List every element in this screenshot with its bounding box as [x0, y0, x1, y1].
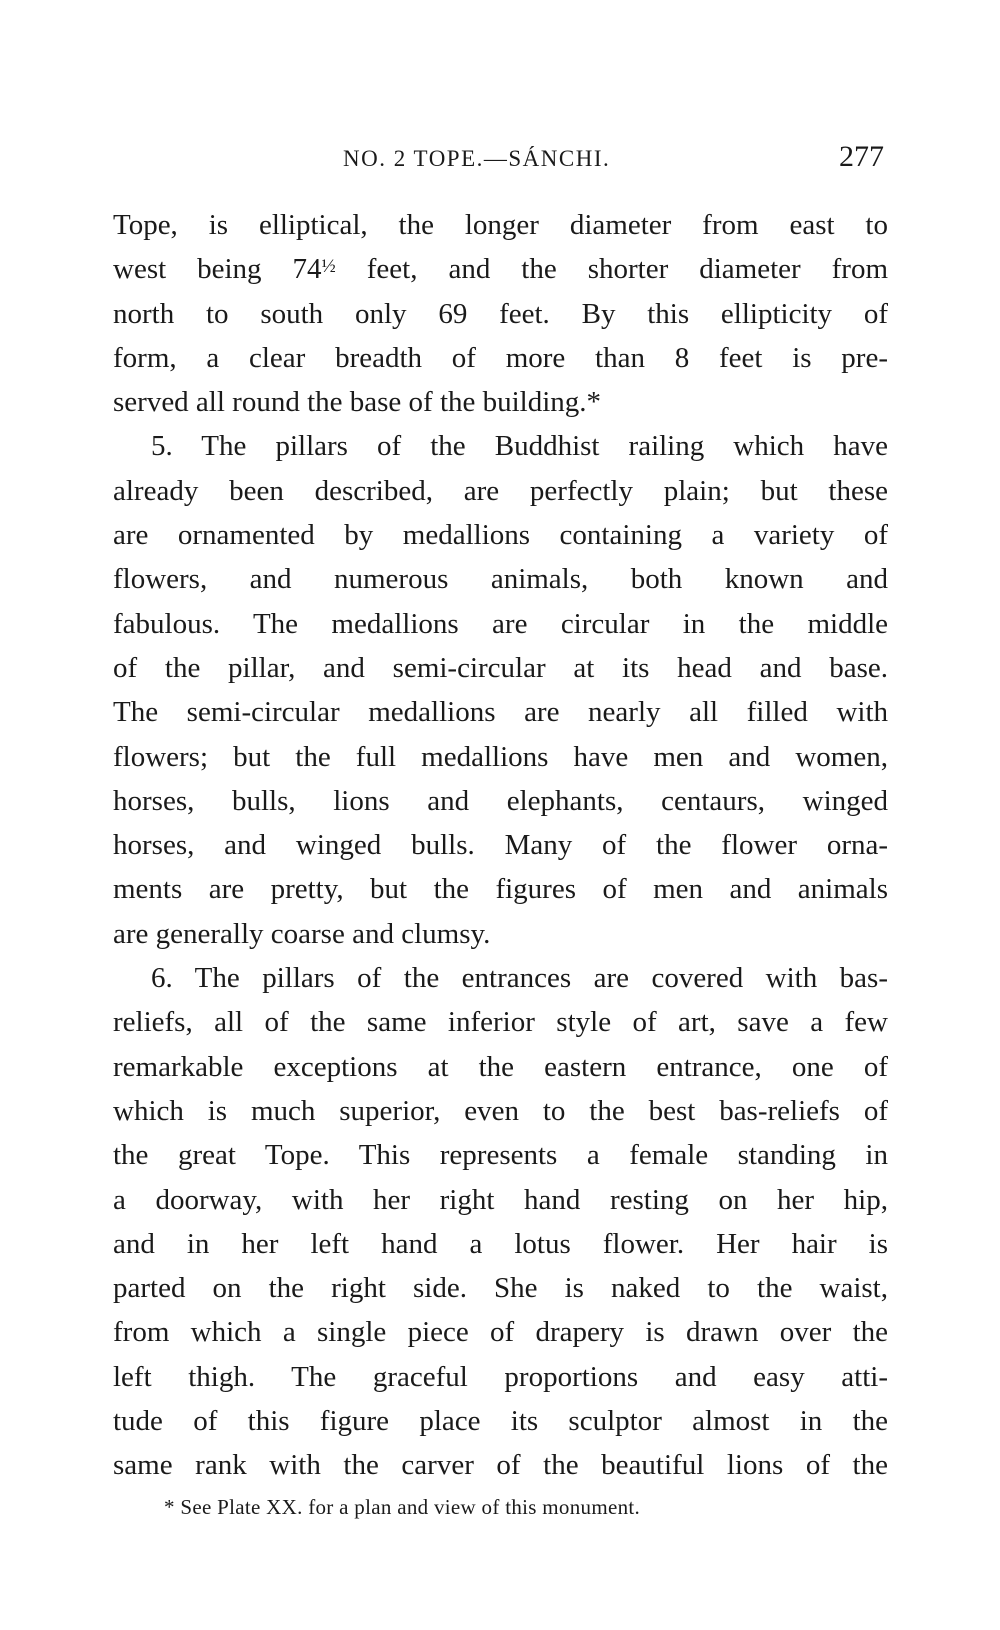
text-line: form, a clear breadth of more than 8 feet is pre-: [113, 341, 888, 374]
text-line: horses, and winged bulls. Many of the flower orna-: [113, 829, 888, 862]
paragraph-6-start: 6. The pillars of the entrances are covered with bas-: [151, 962, 888, 995]
paragraph-5-start: 5. The pillars of the Buddhist railing which have: [151, 430, 888, 463]
text-line: fabulous. The medallions are circular in the middle: [113, 607, 888, 640]
fraction-half: ½: [321, 256, 336, 278]
text-line: served all round the base of the building.*: [113, 386, 602, 419]
text-line: are generally coarse and clumsy.: [113, 917, 491, 950]
footnote: * See Plate XX. for a plan and view of this monument.: [164, 1495, 641, 1519]
text-line: which is much superior, even to the best bas-reliefs of: [113, 1094, 888, 1127]
text-line: already been described, are perfectly plain; but these: [113, 474, 888, 507]
text-line: flowers, and numerous animals, both known and: [113, 563, 888, 596]
text-line: remarkable exceptions at the eastern entrance, one of: [113, 1050, 888, 1083]
text-line: a doorway, with her right hand resting on her hip,: [113, 1183, 888, 1216]
text-line: same rank with the carver of the beautiful lions of the: [113, 1449, 888, 1482]
running-title: NO. 2 TOPE.—SÁNCHI.: [343, 146, 611, 171]
text-line: ments are pretty, but the figures of men and animals: [113, 873, 888, 906]
text-line: Tope, is elliptical, the longer diameter from east to: [113, 209, 888, 241]
text-line: the great Tope. This represents a female standing in: [113, 1139, 888, 1172]
text-line: horses, bulls, lions and elephants, centaurs, winged: [113, 784, 888, 817]
body-text: [113, 203, 888, 1488]
text-line: reliefs, all of the same inferior style of art, save a few: [113, 1006, 888, 1039]
text-line: north to south only 69 feet. By this ellipticity of: [113, 297, 888, 330]
text-line: left thigh. The graceful proportions and easy atti-: [113, 1360, 888, 1393]
text-line: tude of this figure place its sculptor almost in the: [113, 1405, 888, 1438]
text-line: and in her left hand a lotus flower. Her hair is: [113, 1227, 888, 1260]
page-number: 277: [839, 140, 884, 173]
running-head: [113, 140, 888, 180]
text-line: of the pillar, and semi-circular at its head and base.: [113, 651, 888, 684]
text-line: from which a single piece of drapery is drawn over the: [113, 1316, 888, 1349]
text-line: parted on the right side. She is naked to the waist,: [113, 1272, 888, 1305]
text-line: west being $74^{\frac{1}{2}}$ feet, and the shorter diameter from: [113, 253, 888, 286]
text-line: are ornamented by medallions containing a variety of: [113, 519, 888, 552]
text-line: The semi-circular medallions are nearly all filled with: [113, 696, 888, 729]
text-line: flowers; but the full medallions have men and women,: [113, 740, 888, 773]
